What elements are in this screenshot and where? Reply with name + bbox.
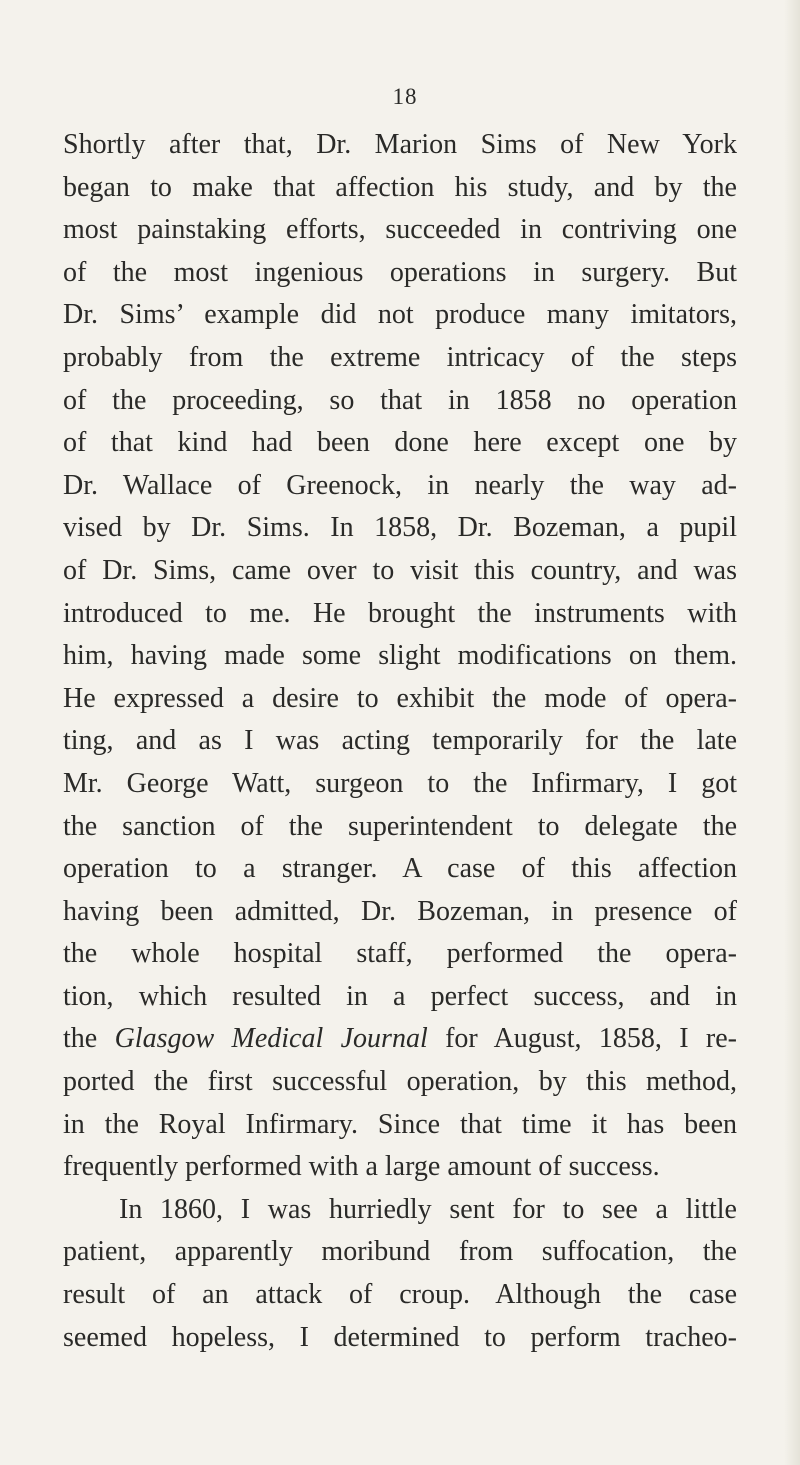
text-line: having been admitted, Dr. Bozeman, in presence of xyxy=(63,895,737,927)
text-line: seemed hopeless, I determined to perform tracheo- xyxy=(63,1321,737,1353)
page-number: 18 xyxy=(392,84,418,109)
text-line: Shortly after that, Dr. Marion Sims of New York xyxy=(63,129,737,160)
text-line: Dr. Sims’ example did not produce many imitators, xyxy=(63,299,737,331)
text-line: Mr. George Watt, surgeon to the Infirmary, I got xyxy=(63,767,737,799)
text-line: Dr. Wallace of Greenock, in nearly the way ad- xyxy=(63,469,737,501)
text-line: result of an attack of croup. Although the case xyxy=(63,1279,737,1311)
text-line: introduced to me. He brought the instruments with xyxy=(63,597,737,629)
text-line: He expressed a desire to exhibit the mode of opera- xyxy=(63,682,737,714)
text-line: of that kind had been done here except one by xyxy=(63,427,737,459)
paragraph-end-line: frequently performed with a large amount of success. xyxy=(63,1151,660,1183)
text-line: tion, which resulted in a perfect success, and in xyxy=(63,980,737,1012)
text-line: of the most ingenious operations in surgery. But xyxy=(63,256,737,288)
text-line: vised by Dr. Sims. In 1858, Dr. Bozeman, a pupil xyxy=(63,512,737,544)
text-line: of the proceeding, so that in 1858 no operation xyxy=(63,384,737,416)
text-line: probably from the extreme intricacy of the steps xyxy=(63,341,737,373)
text-line: began to make that affection his study, and by the xyxy=(63,171,737,203)
text-line: the whole hospital staff, performed the opera- xyxy=(63,938,737,970)
journal-title: Glasgow Medical Journal xyxy=(114,1023,428,1055)
text-line: ting, and as I was acting temporarily for the late xyxy=(63,725,737,757)
text-segment: the xyxy=(63,1023,115,1055)
text-line: him, having made some slight modifications on them. xyxy=(63,640,737,672)
text-line: in the Royal Infirmary. Since that time it has been xyxy=(63,1108,737,1140)
text-line: the sanction of the superintendent to delegate the xyxy=(63,810,737,842)
text-line: patient, apparently moribund from suffocation, the xyxy=(63,1236,737,1268)
text-line: operation to a stranger. A case of this affection xyxy=(63,853,737,885)
text-line: ported the first successful operation, by this method, xyxy=(63,1066,737,1098)
paragraph-start-line: In 1860, I was hurriedly sent for to see a little xyxy=(119,1193,737,1225)
text-line: of Dr. Sims, came over to visit this country, and was xyxy=(63,554,737,586)
text-segment: for August, 1858, I re- xyxy=(427,1023,737,1055)
text-line-with-journal-title xyxy=(63,1018,737,1061)
text-line: most painstaking efforts, succeeded in contriving one xyxy=(63,214,737,246)
page-edge-shadow xyxy=(784,0,800,1465)
body-text xyxy=(63,124,737,1359)
